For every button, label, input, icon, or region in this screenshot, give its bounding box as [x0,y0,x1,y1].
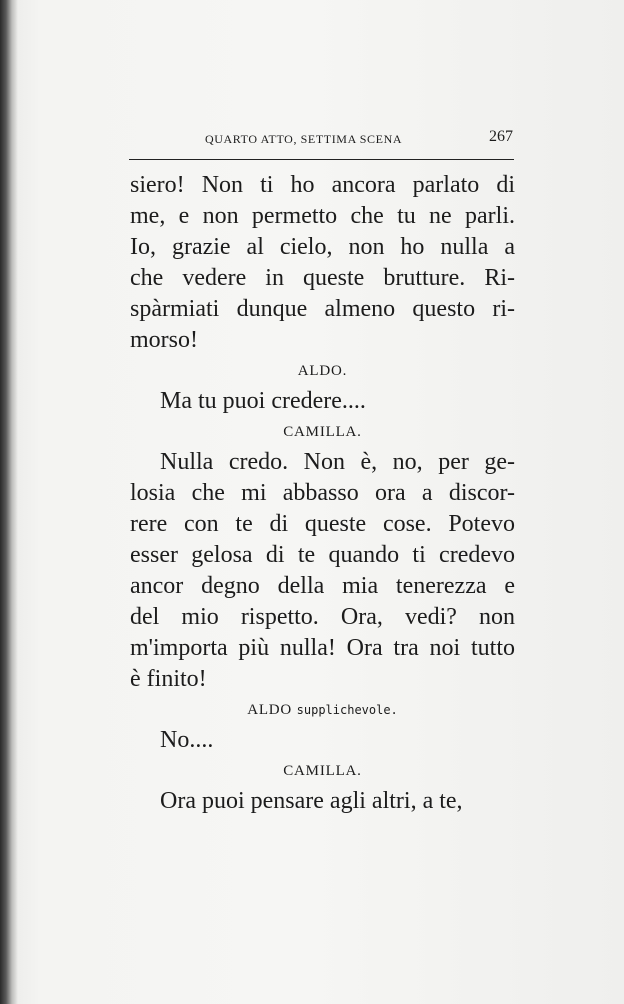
speaker-name: CAMILLA. [283,424,362,440]
speaker-label: ALDO [247,702,293,718]
speaker-name: ALDO. [297,363,348,379]
text-line: morso! [130,327,198,353]
book-spine-shadow [0,0,18,1004]
header-rule [129,159,514,160]
text-line: m'importa più nulla! Ora tra noi tutto [130,635,515,661]
text-line: me, e non permetto che tu ne parli. [130,203,515,229]
text-line: spàrmiati dunque almeno questo ri- [130,296,515,322]
text-line: Nulla credo. Non è, no, per ge- [160,449,515,475]
text-line: Ma tu puoi credere.... [160,388,366,414]
speaker-name [130,695,515,725]
text-line: esser gelosa di te quando ti credevo [130,542,515,568]
text-line: Io, grazie al cielo, non ho nulla a [130,234,515,260]
text-line: Ora puoi pensare agli altri, a te, [160,788,463,814]
stage-direction: supplichevole. [296,703,398,717]
text-line: del mio rispetto. Ora, vedi? non [130,604,515,630]
page-number: 267 [489,128,513,145]
text-line: è finito! [130,666,207,692]
text-block [130,170,515,817]
text-line: che vedere in queste brutture. Ri- [130,265,515,291]
text-line: ancor degno della mia tenerezza e [130,573,515,599]
text-line: losia che mi abbasso ora a discor- [130,480,515,506]
running-head: QUARTO ATTO, SETTIMA SCENA [205,132,403,146]
speaker-name: CAMILLA. [283,763,362,779]
text-line: rere con te di queste cose. Potevo [130,511,515,537]
text-line: No.... [160,727,214,753]
page-header [200,128,515,150]
text-line: siero! Non ti ho ancora parlato di [130,172,515,198]
